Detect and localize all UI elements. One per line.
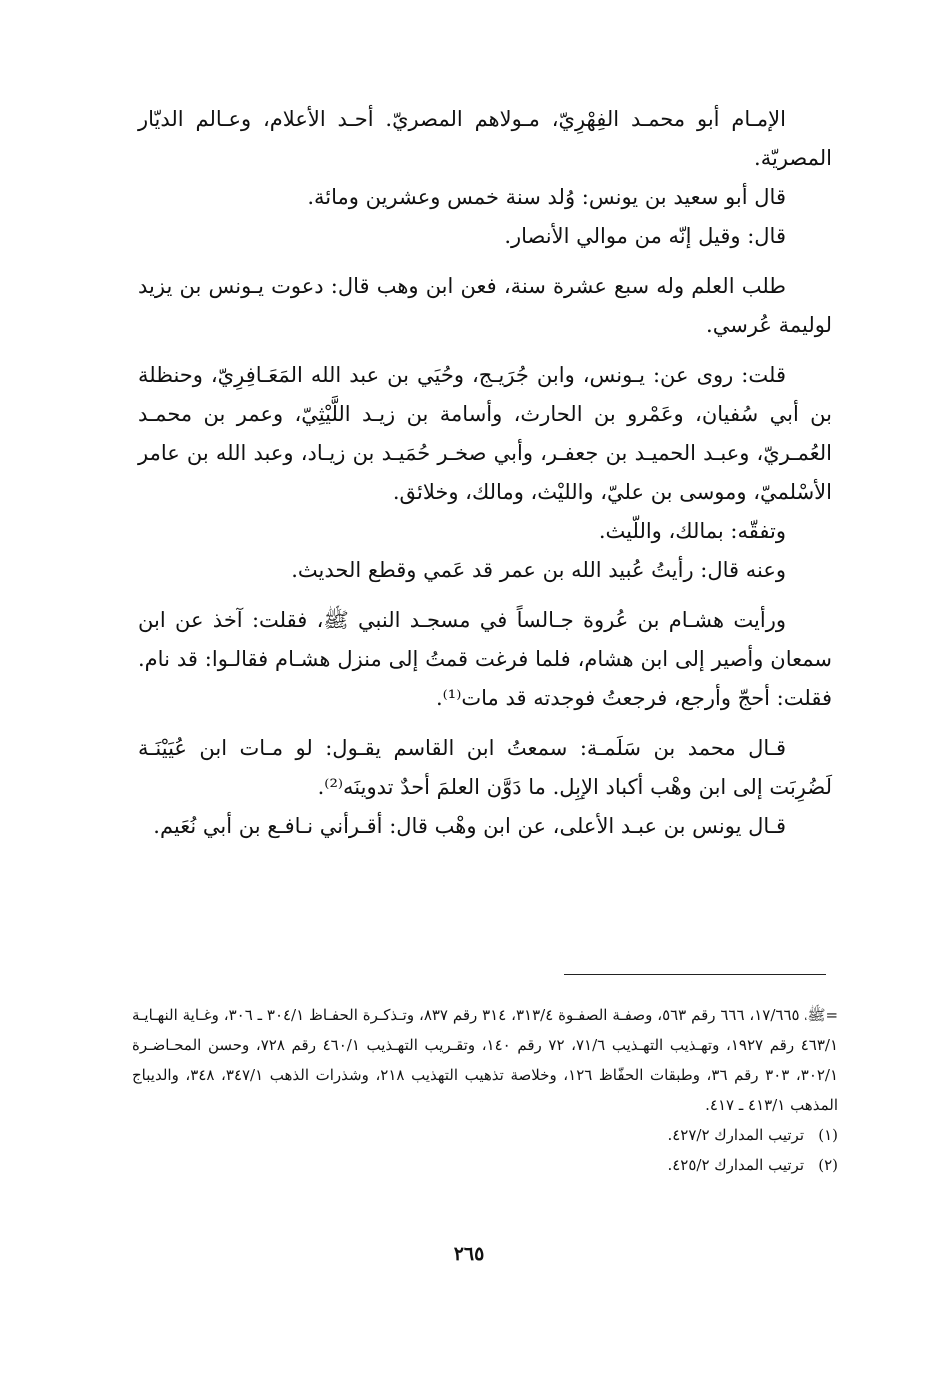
paragraph-ansar: قال: وقيل إنّه من موالي الأنصار. — [504, 224, 786, 248]
paragraph-birth: قال أبو سعيد بن يونس: وُلد سنة خمس وعشرين ومائة. — [307, 185, 786, 209]
main-text-block — [138, 100, 832, 846]
footnote-continued: =ﷺ، ١٧/٦٦٥، ٦٦٦ رقم ٥٦٣، وصفـة الصفـوة ٣١٣/٤، ٣١٤ رقم ٨٣٧، وتـذكـرة الحفـاظ ٣٠٤/١ ـ ٣٠٦، وغـاية النهـايـة ٤٦٣/١ رقم ١٩٢٧، وتهـذيب التهـذيب ٧١/٦، ٧٢ رقم ١٤٠، وتقـريب التهـذيب ٤٦٠/١ رقم ٧٢٨، وحسن المحـاضـرة ٣٠٢/١، ٣٠٣ رقم ٣٦، وطبقات الحفّاظ ١٢٦، وخلاصة تذهيب التهذيب ٢١٨، وشذرات الذهب ٣٤٧/١، ٣٤٨، والديباج المذهب ٤١٣/١ ـ ٤١٧. — [132, 1006, 839, 1114]
footnote-text: ترتيب المدارك ٤٢٧/٢. — [667, 1126, 804, 1144]
paragraph-jurisprudence: وتفقّه: بمالك، واللّيث. — [598, 519, 786, 543]
paragraph-narrated-from: قلت: روى عن: يـونس، وابن جُرَيـج، وحُيَي بن عبد الله المَعَـافِرِيّ، وحنظلة بن أبي سُفيان، وعَمْرو بن الحارث، وأسامة بن زيـد اللَّيْثِيّ، وعمر بن محمـد العُمـريّ، وعبـد الحميـد بن جعفـر، وأبي صخـر حُمَيـد بن زيـاد، وعبد الله بن عامر الأسْلميّ، وموسى بن عليّ، والليْث، ومالك، وخلائق. — [138, 363, 832, 504]
paragraph-ibn-uyayna: قـال محمد بن سَلَمـة: سمعتُ ابن القاسم يقـول: لو مـات ابن عُيَيْنَـة لَضُرِبَت إلى ابن وهْب أكباد الإبِل. ما دَوَّن العلمَ أحدٌ تدوينَه⁽²⁾. — [138, 736, 832, 799]
paragraph-nafi: قـال يونس بن عبـد الأعلى، عن ابن وهْب قال: أقـرأني نـافـع بن أبي نُعَيم. — [153, 814, 786, 838]
footnote-item — [132, 1150, 838, 1180]
footnote-divider — [564, 974, 826, 975]
footnote-number: (١) — [818, 1126, 838, 1144]
paragraph-biography-intro: الإمـام أبو محمـد الفِهْرِيّ، مـولاهم المصريّ. أحـد الأعلام، وعـالم الديّار المصريّة. — [138, 107, 832, 170]
paragraph-ubaydullah: وعنه قال: رأيتُ عُبيد الله بن عمر قد عَمي وقطع الحديث. — [291, 558, 786, 582]
footnotes-block — [132, 1000, 838, 1180]
paragraph-seeking-knowledge: طلب العلم وله سبع عشرة سنة، فعن ابن وهب قال: دعوت يـونس بن يزيد لوليمة عُرسي. — [138, 274, 832, 337]
footnote-item — [132, 1120, 838, 1150]
footnote-text: ترتيب المدارك ٤٢٥/٢. — [667, 1156, 804, 1174]
paragraph-hisham: ورأيت هشـام بن عُروة جـالساً في مسجـد النبي ﷺ، فقلت: آخذ عن ابن سمعان وأصير إلى ابن هشام، فلما فرغت قمتُ إلى منزل هشـام فقالـوا: قد نام. فقلت: أحجّ وأرجع، فرجعتُ فوجدته قد مات⁽¹⁾. — [138, 608, 832, 710]
footnote-number: (٢) — [818, 1156, 838, 1174]
page-number: ٢٦٥ — [453, 1243, 485, 1265]
